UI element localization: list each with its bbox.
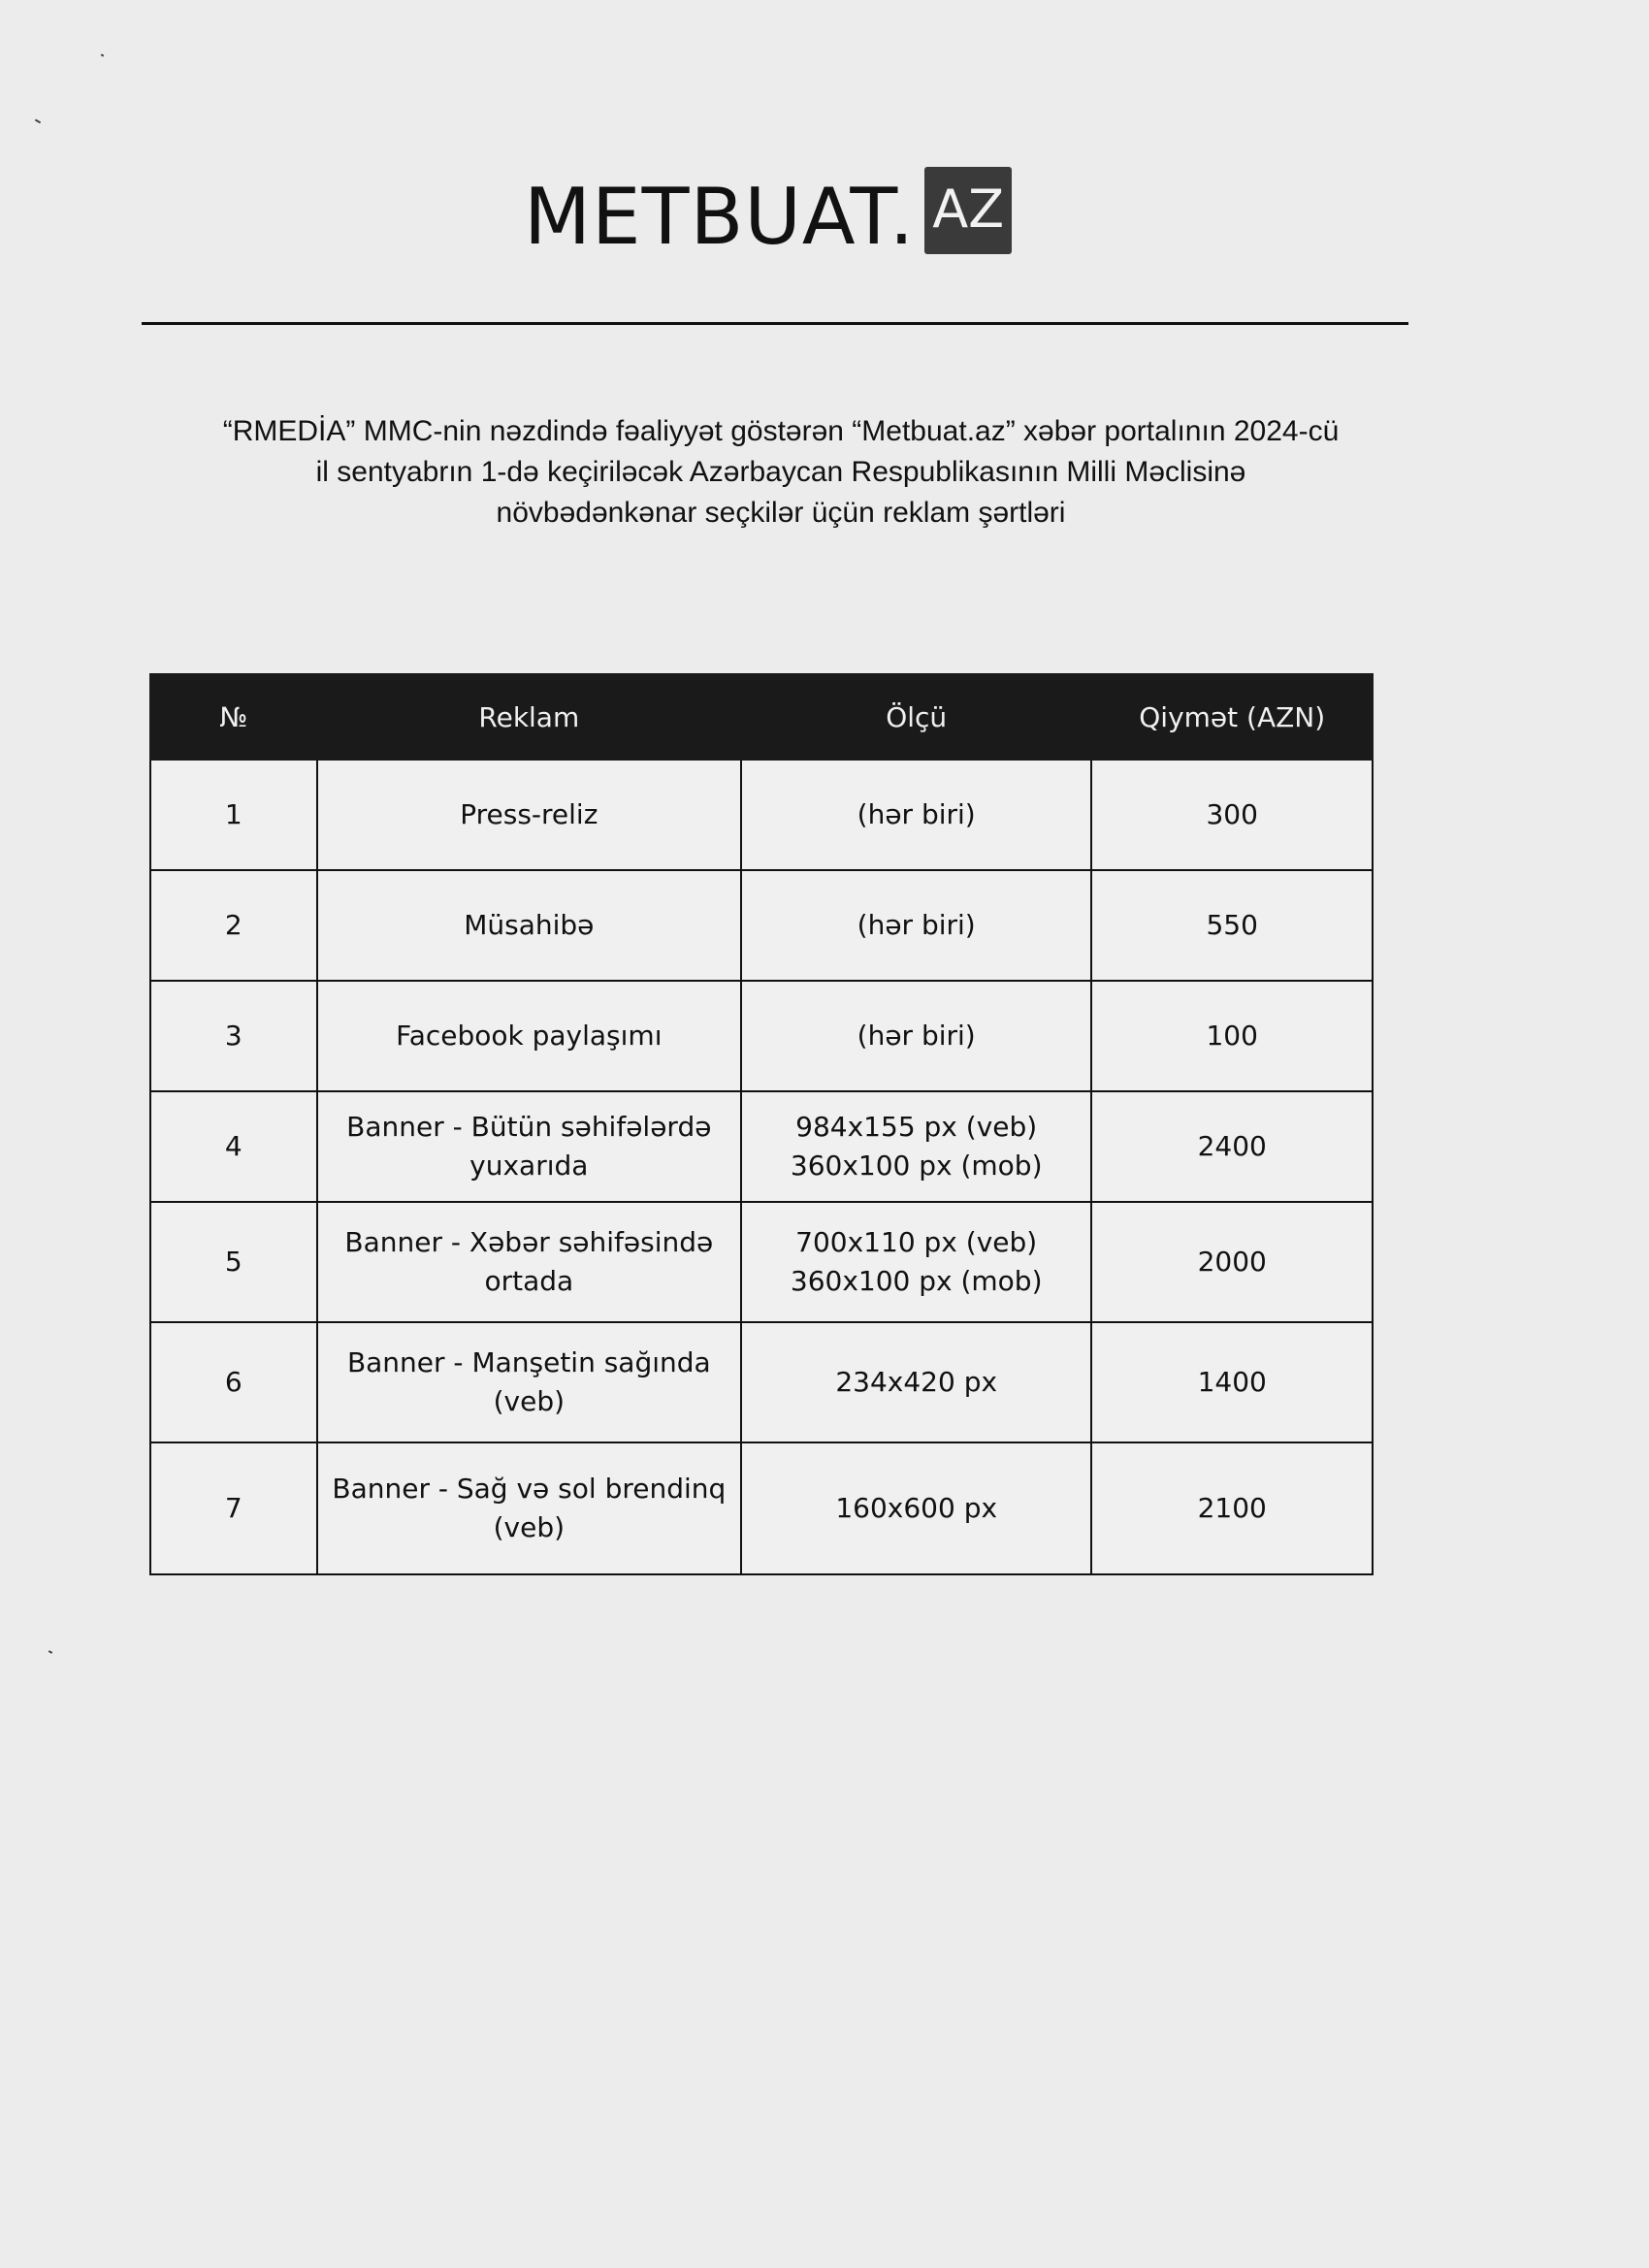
scan-speck — [35, 119, 41, 124]
size-line: 984x155 px (veb) — [795, 1111, 1038, 1143]
row-ad — [317, 870, 741, 981]
metbuat-logo — [524, 167, 1012, 262]
table-row — [150, 1202, 1373, 1322]
row-size — [741, 1091, 1091, 1202]
row-size — [741, 1442, 1091, 1574]
row-number: 6 — [150, 1322, 317, 1442]
row-price: 2100 — [1091, 1442, 1373, 1574]
row-ad — [317, 981, 741, 1091]
table-row — [150, 1442, 1373, 1574]
ad-line: (veb) — [493, 1385, 566, 1417]
row-number: 7 — [150, 1442, 317, 1574]
ad-line: (veb) — [493, 1511, 566, 1543]
size-line: (hər biri) — [857, 798, 976, 830]
ad-price-table — [149, 673, 1374, 1575]
ad-line: Press-reliz — [460, 798, 598, 830]
ad-line: Banner - Manşetin sağında — [346, 1346, 711, 1378]
row-price: 1400 — [1091, 1322, 1373, 1442]
scan-speck — [101, 53, 105, 56]
size-line: 700x110 px (veb) — [795, 1226, 1038, 1258]
row-ad — [317, 1442, 741, 1574]
row-number: 4 — [150, 1091, 317, 1202]
table-header-row — [150, 674, 1373, 760]
row-number: 3 — [150, 981, 317, 1091]
row-size — [741, 1202, 1091, 1322]
document-title — [136, 411, 1426, 534]
ad-line: Banner - Bütün səhifələrdə — [346, 1111, 712, 1143]
title-line-2: il sentyabrın 1-də keçiriləcək Azərbaycan Respublikasının Milli Məclisinə — [315, 456, 1246, 488]
row-size — [741, 981, 1091, 1091]
row-price: 100 — [1091, 981, 1373, 1091]
ad-line: ortada — [484, 1265, 574, 1297]
table-row — [150, 760, 1373, 870]
row-price: 2400 — [1091, 1091, 1373, 1202]
size-line: 360x100 px (mob) — [790, 1150, 1043, 1182]
row-ad — [317, 1322, 741, 1442]
size-line: 160x600 px — [835, 1492, 998, 1524]
ad-line: yuxarıda — [469, 1150, 589, 1182]
header-number: № — [150, 674, 317, 760]
row-ad — [317, 1202, 741, 1322]
row-size — [741, 1322, 1091, 1442]
header-price: Qiymət (AZN) — [1091, 674, 1373, 760]
row-price: 2000 — [1091, 1202, 1373, 1322]
row-ad — [317, 1091, 741, 1202]
row-ad — [317, 760, 741, 870]
size-line: (hər biri) — [857, 909, 976, 941]
size-line: 360x100 px (mob) — [790, 1265, 1043, 1297]
table-row — [150, 1091, 1373, 1202]
table-row — [150, 981, 1373, 1091]
row-price: 300 — [1091, 760, 1373, 870]
scan-speck — [48, 1650, 52, 1654]
logo-text: METBUAT. — [524, 172, 916, 262]
ad-line: Banner - Sağ və sol brendinq — [332, 1473, 727, 1505]
title-line-3: növbədənkənar seçkilər üçün reklam şərtləri — [496, 497, 1066, 529]
row-number: 2 — [150, 870, 317, 981]
row-size — [741, 760, 1091, 870]
header-rule — [142, 322, 1408, 325]
row-size — [741, 870, 1091, 981]
table-row — [150, 1322, 1373, 1442]
size-line: (hər biri) — [857, 1020, 976, 1052]
title-line-1: “RMEDİA” MMC-nin nəzdində fəaliyyət göstərən “Metbuat.az” xəbər portalının 2024-cü — [222, 415, 1340, 447]
row-number: 1 — [150, 760, 317, 870]
table-row — [150, 870, 1373, 981]
ad-line: Müsahibə — [464, 909, 595, 941]
ad-line: Facebook paylaşımı — [396, 1020, 663, 1052]
size-line: 234x420 px — [835, 1366, 998, 1398]
header-ad: Reklam — [317, 674, 741, 760]
logo-az-box: AZ — [924, 167, 1012, 254]
ad-line: Banner - Xəbər səhifəsində — [344, 1226, 714, 1258]
row-price: 550 — [1091, 870, 1373, 981]
row-number: 5 — [150, 1202, 317, 1322]
header-size: Ölçü — [741, 674, 1091, 760]
